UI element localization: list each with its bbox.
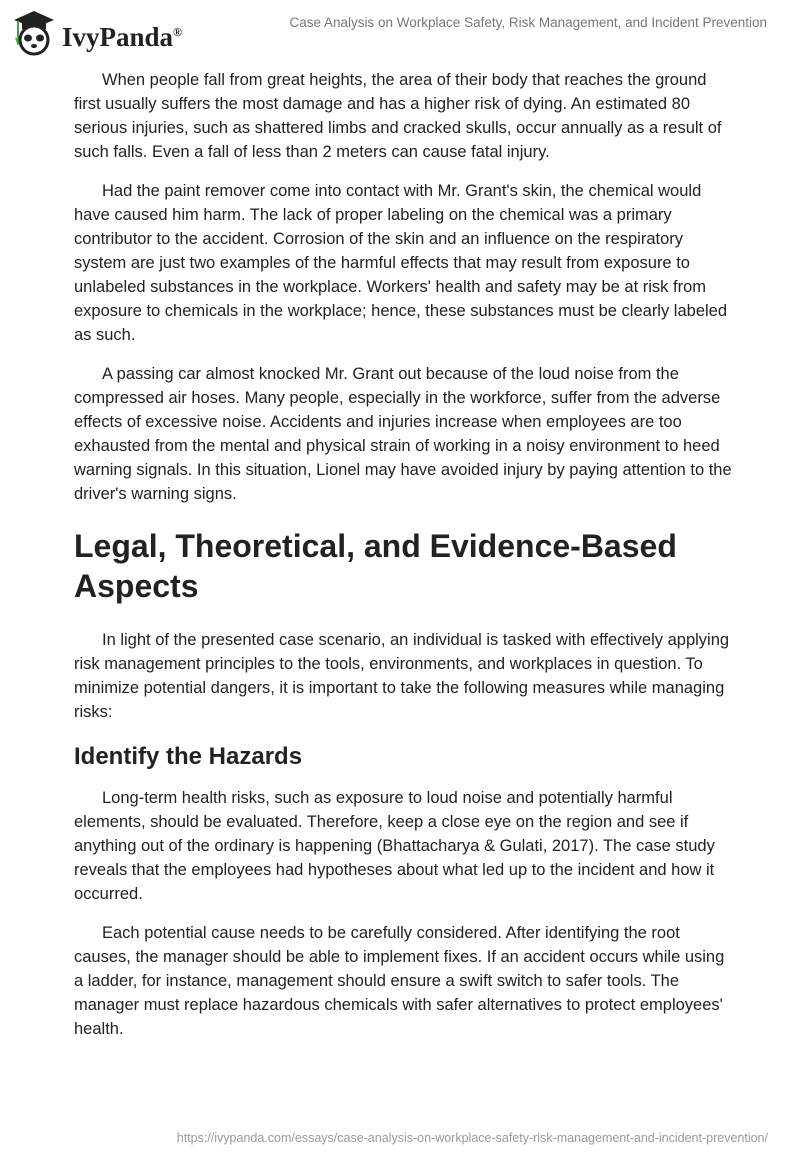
paragraph: Long-term health risks, such as exposure to loud noise and potentially harmful elements, should be evaluated. Therefore, keep a close eye on the region and see if anything out of the ordinary is happening (Bhattacharya & Gulati, 2017). The case study reveals that the employees had hypotheses about what led up to the incident and how it occurred. (74, 789, 715, 903)
brand-name (62, 22, 182, 53)
article-body (74, 68, 734, 1056)
brand-text: IvyPanda (62, 21, 174, 52)
section-heading: Legal, Theoretical, and Evidence-Based Aspects (74, 528, 677, 604)
panda-graduate-icon (12, 8, 56, 56)
paragraph: Had the paint remover come into contact with Mr. Grant's skin, the chemical would have caused him harm. The lack of proper labeling on the chemical was a primary contributor to the accident. Corrosion of the skin and an influence on the respiratory system are just two examples of the harmful effects that may result from exposure to unlabeled substances in the workplace. Workers' health and safety may be at risk from exposure to chemicals in the workplace; hence, these substances must be clearly labeled as such. (74, 182, 728, 344)
ivypanda-logo[interactable] (12, 8, 182, 56)
source-url[interactable]: https://ivypanda.com/essays/case-analysis-on-workplace-safety-risk-management-and-incident-prevention/ (176, 1131, 768, 1145)
paragraph: When people fall from great heights, the area of their body that reaches the ground first usually suffers the most damage and has a higher risk of dying. An estimated 80 serious injuries, such as shattered limbs and cracked skulls, occur annually as a result of such falls. Even a fall of less than 2 meters can cause fatal injury. (74, 71, 722, 161)
document-title: Case Analysis on Workplace Safety, Risk Management, and Incident Prevention (289, 15, 767, 30)
subsection-heading: Identify the Hazards (74, 743, 303, 770)
paragraph: A passing car almost knocked Mr. Grant out because of the loud noise from the compressed air hoses. Many people, especially in the workforce, suffer from the adverse effects of excessive noise. Accidents and injuries increase when employees are too exhausted from the mental and physical strain of working in a noisy environment to heed warning signals. In this situation, Lionel may have avoided injury by paying attention to the driver's warning signs. (74, 365, 732, 503)
paragraph: Each potential cause needs to be carefully considered. After identifying the root causes, the manager should be able to implement fixes. If an accident occurs while using a ladder, for instance, management should ensure a swift switch to safer tools. The manager must replace hazardous chemicals with safer alternatives to protect employees' health. (74, 924, 725, 1038)
paragraph: In light of the presented case scenario, an individual is tasked with effectively applying risk management principles to the tools, environments, and workplaces in question. To minimize potential dangers, it is important to take the following measures while managing risks: (74, 631, 730, 721)
page-header (0, 0, 800, 60)
registered-mark: ® (173, 24, 183, 39)
